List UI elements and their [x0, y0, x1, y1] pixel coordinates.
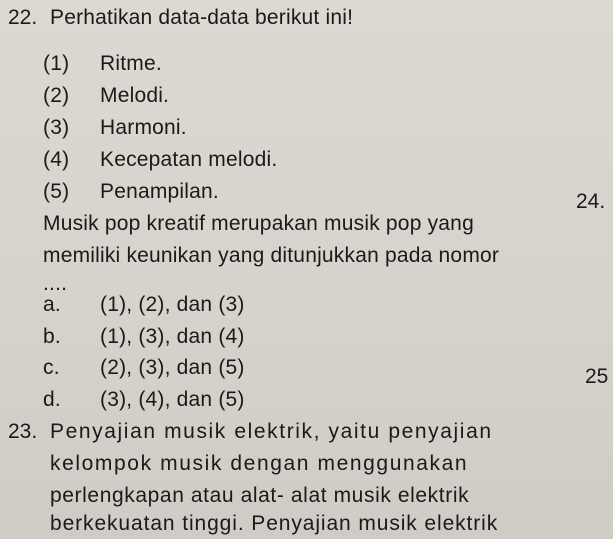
question-23-number: 23.: [8, 420, 38, 443]
option-text: (2), (3), dan (5): [100, 356, 245, 379]
list-item: [0, 180, 600, 204]
item-text: Penampilan.: [100, 180, 219, 203]
question-22-prompt: Perhatikan data-data berikut ini!: [50, 6, 354, 29]
list-item: [0, 84, 600, 108]
list-item: [0, 52, 600, 76]
answer-option-a[interactable]: [0, 293, 560, 317]
question-22-number: 22.: [8, 6, 38, 29]
list-item: [0, 116, 600, 140]
item-number: (5): [43, 180, 70, 203]
option-letter: b.: [43, 325, 61, 348]
side-question-number-24: 24.: [576, 190, 606, 213]
side-question-number-25: 25: [585, 365, 609, 388]
option-letter: a.: [43, 293, 61, 316]
question-22-stem-line-2: memiliki keunikan yang ditunjukkan pada nomor: [43, 244, 500, 267]
question-23-line-4: berkekuatan tinggi. Penyajian musik elektrik: [50, 512, 499, 535]
answer-option-b[interactable]: [0, 325, 560, 349]
question-23-line-2: kelompok musik dengan menggunakan: [50, 452, 469, 475]
item-text: Kecepatan melodi.: [100, 148, 278, 171]
answer-option-d[interactable]: [0, 388, 560, 412]
question-22-stem-line-1: Musik pop kreatif merupakan musik pop yang: [43, 212, 474, 235]
item-text: Harmoni.: [100, 116, 187, 139]
option-text: (1), (3), dan (4): [100, 325, 245, 348]
option-letter: c.: [43, 356, 60, 379]
item-text: Melodi.: [100, 84, 170, 107]
option-letter: d.: [43, 388, 61, 411]
item-number: (2): [43, 84, 70, 107]
list-item: [0, 148, 600, 172]
item-number: (4): [43, 148, 70, 171]
item-text: Ritme.: [100, 52, 162, 75]
option-text: (3), (4), dan (5): [100, 388, 245, 411]
question-23-line-3: perlengkapan atau alat- alat musik elektrik: [50, 484, 470, 507]
answer-blank: ....: [43, 272, 68, 295]
option-text: (1), (2), dan (3): [100, 293, 245, 316]
item-number: (3): [43, 116, 70, 139]
item-number: (1): [43, 52, 70, 75]
question-23-line-1: Penyajian musik elektrik, yaitu penyajian: [50, 420, 493, 443]
answer-option-c[interactable]: [0, 356, 560, 380]
